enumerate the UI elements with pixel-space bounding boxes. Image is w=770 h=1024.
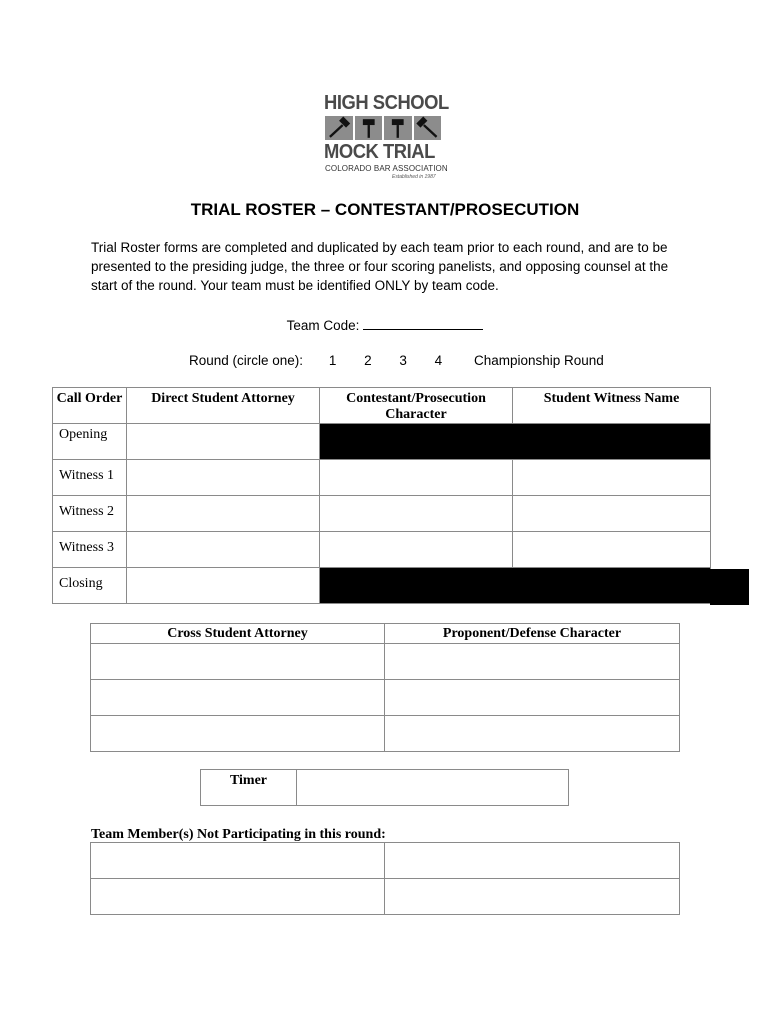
gavel-icon [414,116,442,140]
row-label-opening: Opening [53,424,127,460]
witness-2-name-cell[interactable] [513,496,711,532]
defense-character-cell[interactable] [385,644,680,680]
roster-table [52,387,711,604]
witness-3-attorney-cell[interactable] [127,532,320,568]
header-defense-character: Proponent/Defense Character [385,624,680,644]
round-option-4[interactable]: 4 [434,353,443,368]
header-direct-attorney: Direct Student Attorney [127,388,320,424]
closing-attorney-cell[interactable] [127,568,320,604]
table-row [53,460,711,496]
logo-line-3: COLORADO BAR ASSOCIATION [325,164,448,173]
table-row [91,644,680,680]
timer-table [200,769,569,806]
logo-line-2: MOCK TRIAL [324,141,435,163]
witness-2-character-cell[interactable] [320,496,513,532]
blacked-out-cell [320,424,711,460]
page-title: TRIAL ROSTER – CONTESTANT/PROSECUTION [190,200,580,219]
not-participating-cell[interactable] [385,843,680,879]
table-row [91,879,680,915]
cross-attorney-cell[interactable] [91,716,385,752]
cross-attorney-cell[interactable] [91,680,385,716]
table-row [53,532,711,568]
gavel-icon [355,116,383,140]
not-participating-label: Team Member(s) Not Participating in this round: [91,827,386,842]
not-participating-table [90,842,680,915]
witness-3-name-cell[interactable] [513,532,711,568]
timer-field[interactable] [297,770,569,806]
logo [322,92,447,184]
gavel-icon [384,116,412,140]
defense-character-cell[interactable] [385,716,680,752]
team-code-row [0,315,770,333]
row-label-witness-3: Witness 3 [53,532,127,568]
header-cross-attorney: Cross Student Attorney [91,624,385,644]
witness-1-character-cell[interactable] [320,460,513,496]
not-participating-cell[interactable] [91,843,385,879]
round-option-3[interactable]: 3 [399,353,407,368]
table-row [91,716,680,752]
witness-3-character-cell[interactable] [320,532,513,568]
gavel-icon [325,116,353,140]
team-code-label: Team Code: [286,318,360,333]
team-code-field[interactable] [363,315,483,330]
row-label-witness-2: Witness 2 [53,496,127,532]
logo-line-1: HIGH SCHOOL [324,92,449,114]
table-row [91,680,680,716]
header-call-order: Call Order [53,388,127,424]
table-row [91,843,680,879]
row-label-closing: Closing [53,568,127,604]
round-option-1[interactable]: 1 [328,353,337,368]
header-character: Contestant/Prosecution Character [320,388,513,424]
witness-2-attorney-cell[interactable] [127,496,320,532]
round-row [189,353,604,368]
intro-paragraph: Trial Roster forms are completed and duplicated by each team prior to each round, and are to be presented to the presiding judge, the three or four scoring panelists, and opposing counsel at the start of the round. Your team must be identified ONLY by team code. [91,240,669,293]
round-label: Round (circle one): [189,353,304,368]
blacked-out-cell [320,568,711,604]
round-option-championship[interactable]: Championship Round [473,353,604,368]
witness-1-name-cell[interactable] [513,460,711,496]
opening-attorney-cell[interactable] [127,424,320,460]
row-label-witness-1: Witness 1 [53,460,127,496]
logo-line-4: Established in 1987 [392,174,436,180]
round-option-2[interactable]: 2 [364,353,372,368]
blacked-out-extension [710,569,749,605]
defense-character-cell[interactable] [385,680,680,716]
not-participating-cell[interactable] [385,879,680,915]
not-participating-cell[interactable] [91,879,385,915]
timer-label: Timer [201,770,297,806]
table-row [53,496,711,532]
header-witness-name: Student Witness Name [513,388,711,424]
table-row [53,568,711,604]
cross-attorney-cell[interactable] [91,644,385,680]
table-row [53,424,711,460]
cross-table [90,623,680,752]
logo-gavels [325,116,441,140]
witness-1-attorney-cell[interactable] [127,460,320,496]
